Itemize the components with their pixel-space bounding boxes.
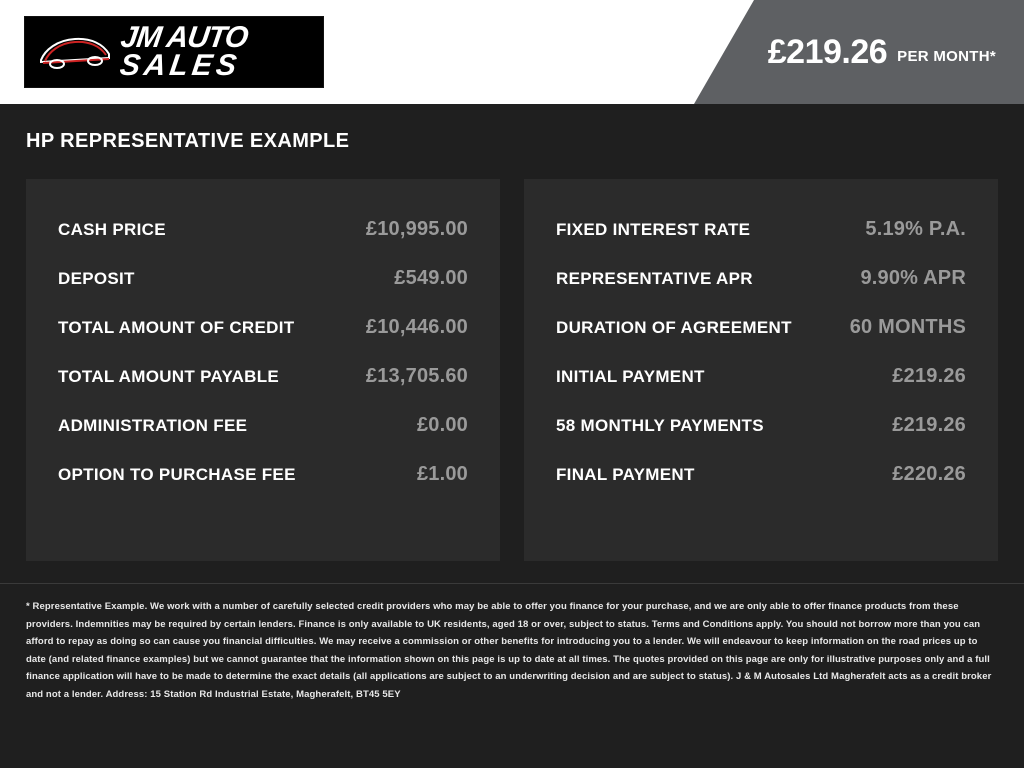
row-value: £13,705.60 [365, 365, 468, 387]
main-content [0, 104, 1024, 561]
row-label: 58 MONTHLY PAYMENTS [556, 416, 764, 435]
row-label: CASH PRICE [58, 220, 166, 239]
brand-logo-line2: SALES [117, 49, 243, 82]
finance-panel-right [524, 179, 998, 561]
row-value: 9.90% APR [860, 267, 966, 289]
monthly-price-amount: £219.26 [767, 32, 888, 71]
row-label: TOTAL AMOUNT PAYABLE [58, 367, 280, 386]
row-value: £549.00 [394, 267, 468, 289]
row-value: £10,446.00 [365, 316, 468, 338]
row-value: £10,995.00 [365, 218, 468, 240]
page-header [0, 0, 1024, 104]
row-label: FINAL PAYMENT [556, 465, 695, 484]
disclaimer-text: * Representative Example. We work with a number of carefully selected credit providers who may be able to offer you finance for your purchase, and we are only able to offer finance products from these providers. Indemnities may be required by certain lenders. Finance is only available to UK residents, aged 18 or over, subject to status. Terms and Conditions apply. You should not borrow more than you can afford to repay as doing so can cause you financial difficulties. We may receive a commission or other benefits for introducing you to a lender. We will endeavour to keep information on the road prices up to date (and related finance examples) but we cannot guarantee that the information shown on this page is up to date at all times. The quotes provided on this page are only for illustrative purposes only and a full finance application will have to be made to determine the exact details (all applications are subject to an underwriting decision and are subject to status). J & M Autosales Ltd Magherafelt acts as a credit broker and not a lender. Address: 15 Station Rd Industrial Estate, Magherafelt, BT45 5EY [26, 601, 992, 700]
row-value: 60 MONTHS [849, 316, 966, 338]
row-label: TOTAL AMOUNT OF CREDIT [58, 318, 295, 337]
table-row [54, 254, 472, 303]
table-row [552, 352, 970, 401]
row-label: DURATION OF AGREEMENT [556, 318, 792, 337]
table-row [552, 303, 970, 352]
table-row [552, 254, 970, 303]
table-row [54, 205, 472, 254]
table-row [552, 450, 970, 499]
page-title: HP REPRESENTATIVE EXAMPLE [26, 130, 350, 152]
row-label: REPRESENTATIVE APR [556, 269, 753, 288]
monthly-price-block [768, 0, 996, 104]
table-row [54, 303, 472, 352]
row-label: ADMINISTRATION FEE [58, 416, 248, 435]
row-value: £219.26 [892, 365, 966, 387]
car-silhouette-icon [35, 28, 115, 76]
table-row [552, 401, 970, 450]
table-row [54, 450, 472, 499]
brand-logo[interactable] [24, 16, 324, 88]
row-label: DEPOSIT [58, 269, 135, 288]
brand-logo-text [115, 21, 250, 82]
monthly-price-suffix: PER MONTH* [897, 47, 996, 65]
finance-panels [26, 179, 998, 561]
row-value: 5.19% P.A. [865, 218, 966, 240]
table-row [552, 205, 970, 254]
row-value: £1.00 [416, 463, 468, 485]
row-label: INITIAL PAYMENT [556, 367, 705, 386]
row-label: FIXED INTEREST RATE [556, 220, 751, 239]
row-value: £220.26 [892, 463, 966, 485]
brand-logo-line1: JM AUTO [118, 21, 250, 55]
finance-panel-left [26, 179, 500, 561]
table-row [54, 352, 472, 401]
table-row [54, 401, 472, 450]
row-value: £219.26 [892, 414, 966, 436]
row-label: OPTION TO PURCHASE FEE [58, 465, 296, 484]
row-value: £0.00 [416, 414, 468, 436]
